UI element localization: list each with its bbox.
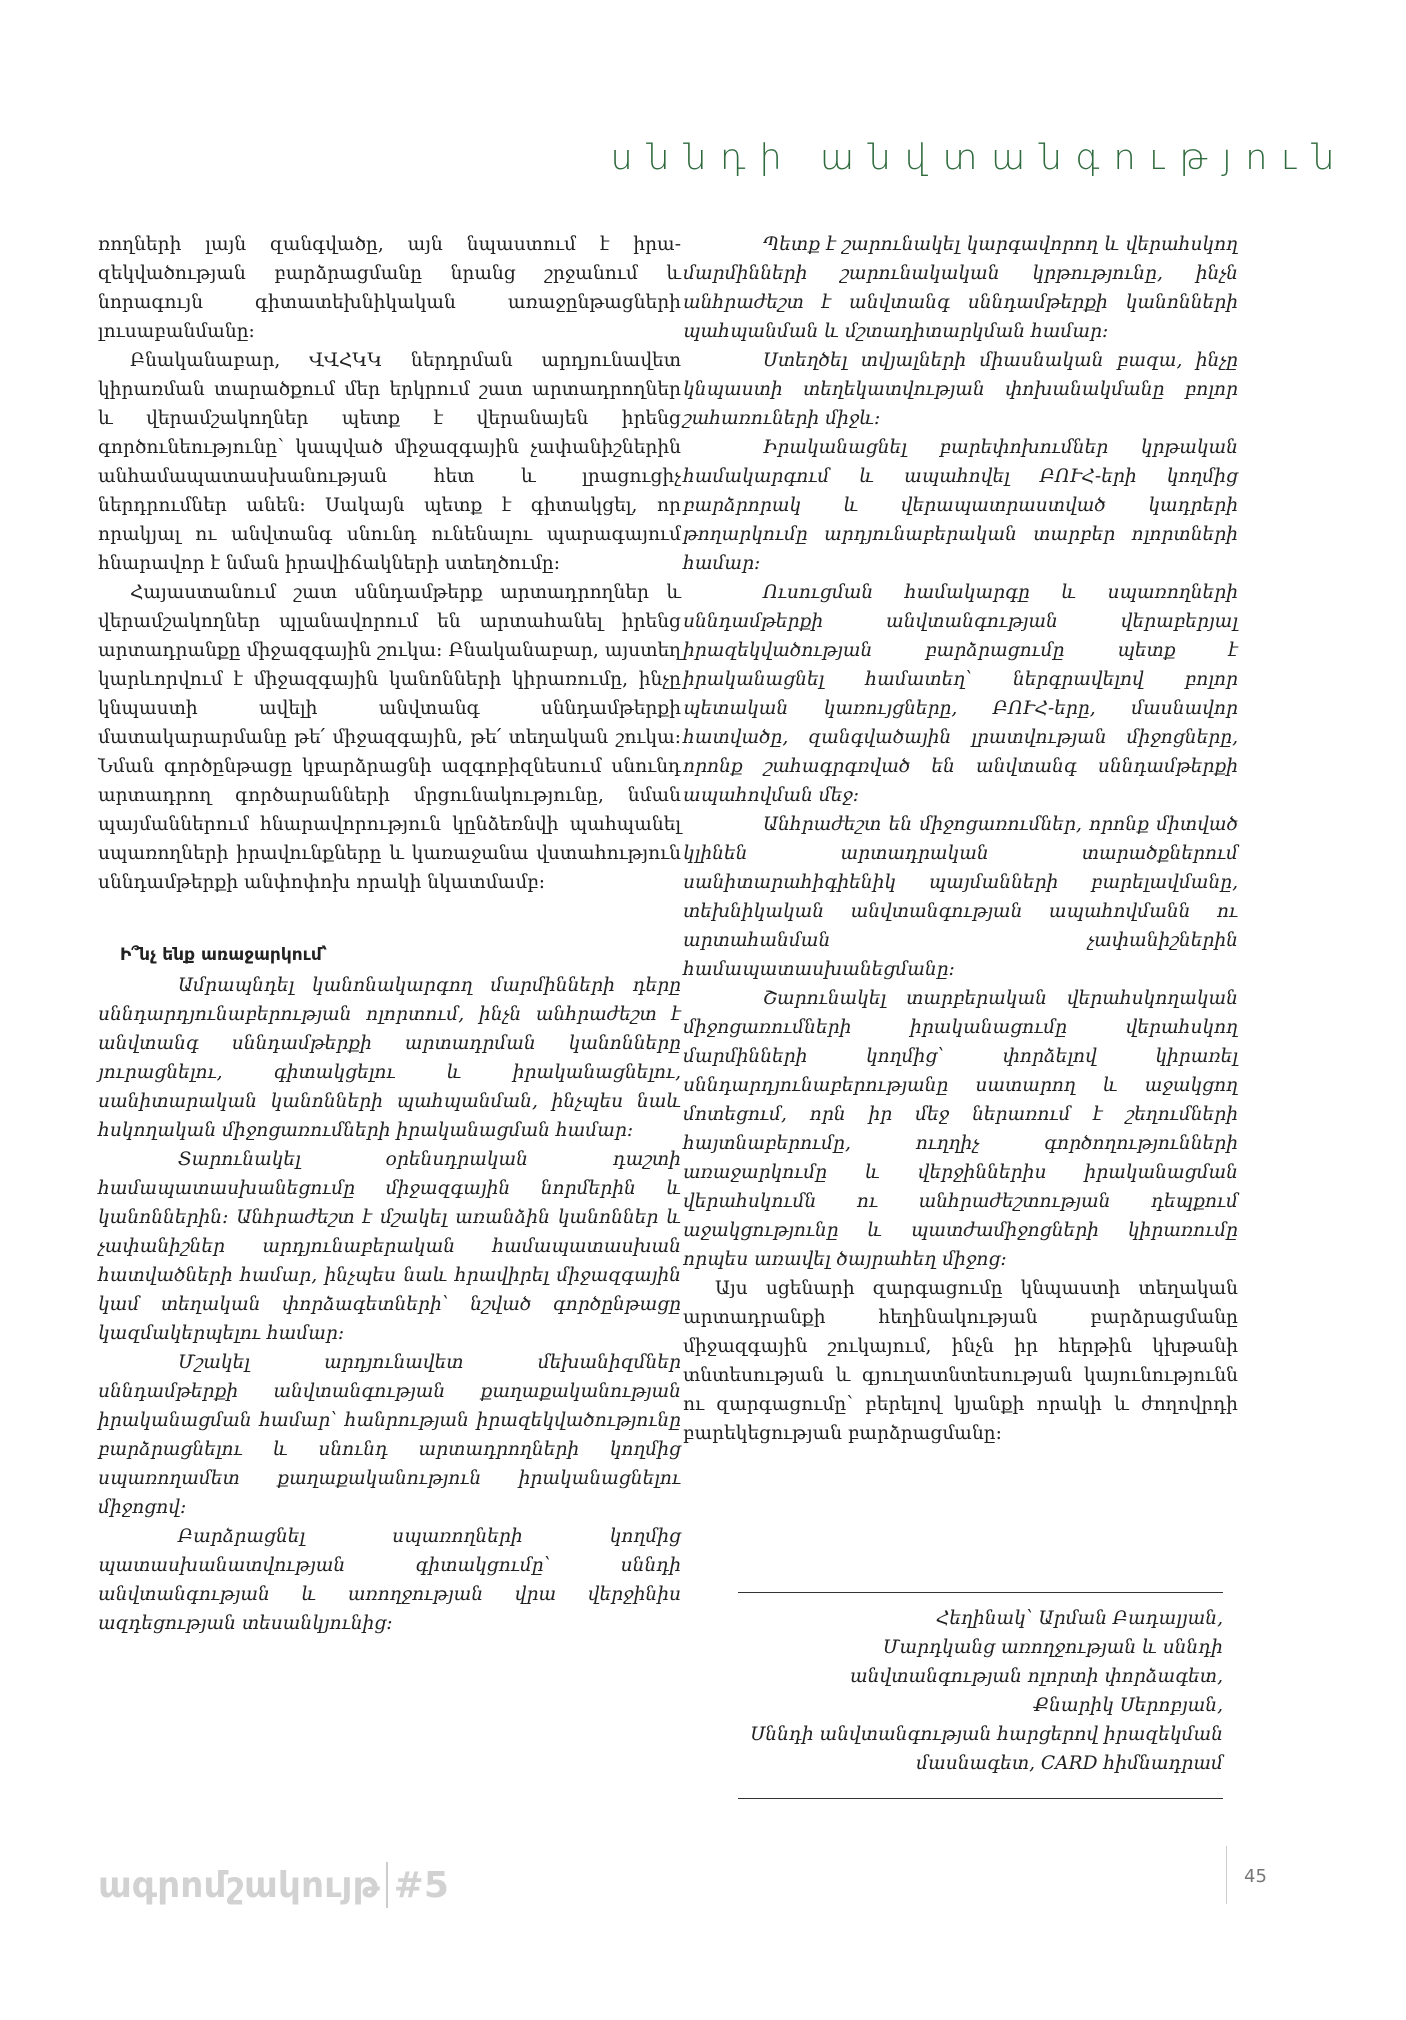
page-number: 45	[1244, 1866, 1267, 1887]
left-column	[98, 230, 681, 1638]
signature-bottom-rule	[738, 1798, 1223, 1799]
recommendation-paragraph: Անհրաժեշտ են միջոցառումներ, որոնք միտված կլինեն արտադրական տարածքներում սանիտարահիգիենիկ պայմանների բարելավմանը, տեխնիկական անվտանգության ապահովմանն ու արտահանման չափանիշներին համապատասխանեցմանը:	[683, 814, 1238, 980]
signature-top-rule	[738, 1592, 1223, 1593]
paragraph: Բնականաբար, ՎՎՀԿԿ ներդրման արդյունավետ կիրառման տարածքում մեր երկրում շատ արտադրողներ և վերամշակողներ պետք է վերանայեն իրենց գործունեությունը՝ կապված միջազգային չափանիշներին անհամապատասխանության հետ և լրացուցիչ ներդրումներ անեն: Սակայն պետք է գիտակցել, որ որակյալ ու անվտանգ սնունդ ունենալու պարագայում հնարավոր է նման իրավիճակների ստեղծումը:	[98, 350, 681, 574]
recommendation-paragraph: Ամրապնդել կանոնակարգող մարմինների դերը սննդարդյունաբերության ոլորտում, ինչն անհրաժեշտ է անվտանգ սննդամթերքի արտադրման կանոնները յուրացնելու, գիտակցելու և իրականացնելու, սանիտարական կանոնների պահպանման, ինչպես նաև հսկողական միջոցառումների իրականացման համար:	[98, 975, 681, 1141]
recommendation-paragraph: Բարձրացնել սպառողների կողմից պատասխանատվության գիտակցումը՝ սննդի անվտանգության և առողջության վրա վերջինիս ազդեցության տեսանկյունից:	[98, 1526, 681, 1634]
footer-divider	[1226, 1846, 1227, 1904]
magazine-title: ագրոմշակույթ	[98, 1864, 380, 1906]
recommendation-paragraph: Մշակել արդյունավետ մեխանիզմներ սննդամթերքի անվտանգության քաղաքականության իրականացման համար՝ հանրության իրազեկվածությունը բարձրացնելու և սնունդ արտադրողների կողմից սպառողամետ քաղաքականություն իրականացնելու միջոցով:	[98, 1352, 681, 1518]
signature-line: Սննդի անվտանգության հարցերով իրազեկման	[750, 1724, 1223, 1745]
author-signature	[738, 1604, 1223, 1778]
recommendation-paragraph: Պետք է շարունակել կարգավորող և վերահսկող մարմինների շարունակական կրթությունը, ինչն անհրաժեշտ է անվտանգ սննդամթերքի կանոնների պահպանման և մշտադիտարկման համար:	[683, 234, 1238, 342]
recommendation-paragraph: Շարունակել տարբերական վերահսկողական միջոցառումների իրականացումը վերահսկող մարմինների կողմից՝ փորձելով կիրառել սննդարդյունաբերությանը սատարող և աջակցող մոտեցում, որն իր մեջ ներառում է շեղումների հայտնաբերումը, ուղղիչ գործողությունների առաջարկումը և վերջիններիս իրականացման վերահսկումն ու անհրաժեշտության դեպքում աջակցությունը և պատժամիջոցների կիրառումը որպես առավել ծայրահեղ միջոց:	[683, 988, 1238, 1270]
page-header-title: սննդի անվտանգություն	[610, 138, 1348, 178]
closing-paragraph: Այս սցենարի զարգացումը կնպաստի տեղական արտադրանքի հեղինակության բարձրացմանը միջազգային շուկայում, ինչն իր հերթին կխթանի տնտեսության և գյուղատնտեսության կայունությունն ու զարգացումը՝ բերելով կյանքի որակի և ժողովրդի բարեկեցության բարձրացմանը:	[683, 1278, 1238, 1444]
signature-line: Հեղինակ՝ Արման Բադալյան,	[936, 1608, 1223, 1629]
recommendation-paragraph: Ստեղծել տվյալների միասնական բազա, ինչը կնպաստի տեղեկատվության փոխանակմանը բոլոր շահառուների միջև:	[683, 350, 1238, 429]
paragraph: ռողների լայն զանգվածը, այն նպաստում է իրազեկվածության բարձրացմանը նրանց շրջանում և նորագույն գիտատեխնիկական առաջընթացների լուսաբանմանը:	[98, 234, 681, 342]
signature-line: մասնագետ, CARD հիմնադրամ	[916, 1753, 1223, 1774]
footer-separator	[386, 1862, 388, 1908]
signature-line: Մարդկանց առողջության և սննդի	[882, 1637, 1223, 1658]
section-subheading: Ի՞նչ ենք առաջարկում՝	[120, 945, 328, 965]
issue-number: #5	[393, 1864, 449, 1906]
right-column	[683, 230, 1238, 1448]
recommendation-paragraph: Իրականացնել բարեփոխումներ կրթական համակարգում և ապահովել ԲՈՒՀ-երի կողմից բարձրորակ և վերապատրաստված կադրերի թողարկումը արդյունաբերական տարբեր ոլորտների համար:	[683, 437, 1238, 574]
recommendation-paragraph: Տարունակել օրենսդրական դաշտի համապատասխանեցումը միջազգային նորմերին և կանոններին: Անհրաժեշտ է մշակել առանձին կանոններ և չափանիշներ արդյունաբերական համապատասխան հատվածների համար, ինչպես նաև հրավիրել միջազգային կամ տեղական փորձագետների՝ նշված գործընթացը կազմակերպելու համար:	[98, 1149, 681, 1344]
recommendation-paragraph: Ուսուցման համակարգը և սպառողների սննդամթերքի անվտանգության վերաբերյալ իրազեկվածության բարձրացումը պետք է իրականացնել համատեղ՝ ներգրավելով բոլոր պետական կառույցները, ԲՈՒՀ-երը, մասնավոր հատվածը, զանգվածային լրատվության միջոցները, որոնք շահագրգռված են անվտանգ սննդամթերքի ապահովման մեջ:	[683, 582, 1238, 806]
signature-line: անվտանգության ոլորտի փորձագետ,	[850, 1666, 1223, 1687]
paragraph: Հայաստանում շատ սննդամթերք արտադրողներ և վերամշակողներ պլանավորում են արտահանել իրենց արտադրանքը միջազգային շուկա: Բնականաբար, այստեղ կարևորվում է միջազգային կանոնների կիրառումը, ինչը կնպաստի ավելի անվտանգ սննդամթերքի մատակարարմանը թե՛ միջազգային, թե՛ տեղական շուկա: Նման գործընթացը կբարձրացնի ազգոբիզնեսում սնունդ արտադրող գործարանների մրցունակությունը, նման պայմաններում հնարավորություն կընձեռնվի պահպանել սպառողների իրավունքները և կառաջանա վստահություն սննդամթերքի անփոփոխ որակի նկատմամբ:	[98, 582, 681, 893]
footer-magazine-name	[98, 1862, 449, 1908]
signature-line: Քնարիկ Սերոբյան,	[1033, 1695, 1223, 1716]
